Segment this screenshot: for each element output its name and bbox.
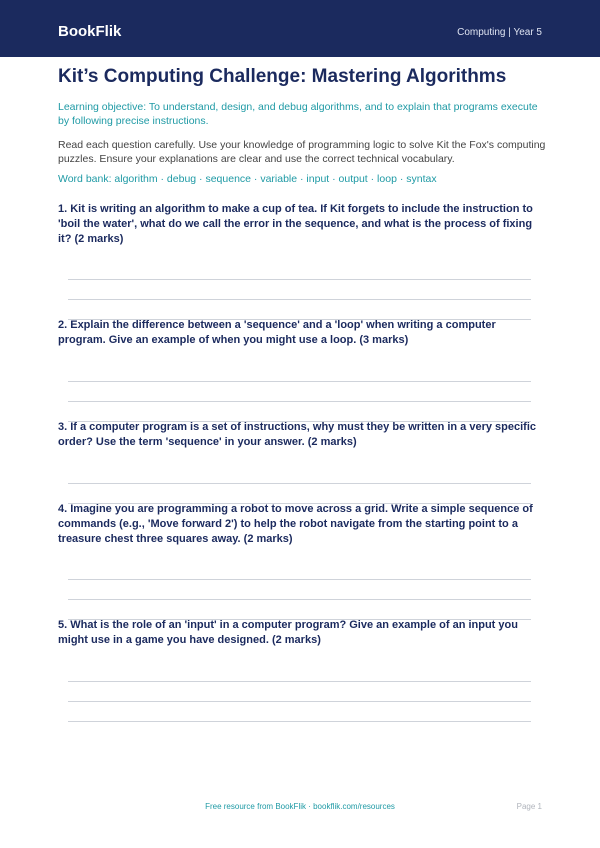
- question-3: 3. If a computer program is a set of instructions, why must they be written in a very specific order? Use the term 'sequence' in your answer. (2 marks): [58, 421, 537, 448]
- answer-line[interactable]: [68, 599, 531, 600]
- worksheet-title: Kit’s Computing Challenge: Mastering Algorithms: [58, 66, 507, 87]
- page-number: Page 1: [516, 802, 542, 811]
- word-bank: Word bank: algorithm · debug · sequence · variable · input · output · loop · syntax: [58, 173, 437, 185]
- subject-year-label: Computing | Year 5: [457, 27, 542, 38]
- question-5: 5. What is the role of an 'input' in a computer program? Give an example of an input you might use in a game you have designed. (2 marks): [58, 619, 518, 646]
- answer-line[interactable]: [68, 483, 531, 484]
- question-1: 1. Kit is writing an algorithm to make a cup of tea. If Kit forgets to include the instruction to 'boil the water', what do we call the error in the sequence, and what is the process of fixing it? (2 marks): [58, 203, 533, 245]
- brand-logo[interactable]: BookFlik: [58, 23, 122, 40]
- question-2: 2. Explain the difference between a 'sequence' and a 'loop' when writing a computer program. Give an example of when you might use a loop. (3 marks): [58, 319, 496, 346]
- answer-line[interactable]: [68, 279, 531, 280]
- answer-line[interactable]: [68, 701, 531, 702]
- answer-line[interactable]: [68, 721, 531, 722]
- question-4: 4. Imagine you are programming a robot to move across a grid. Write a simple sequence of commands (e.g., 'Move forward 2') to help the robot navigate from the starting point to a treasure chest three squares away. (2 marks): [58, 503, 533, 545]
- answer-line[interactable]: [68, 401, 531, 402]
- answer-line[interactable]: [68, 381, 531, 382]
- answer-line[interactable]: [68, 681, 531, 682]
- learning-objective: Learning objective: To understand, design, and debug algorithms, and to explain that programs execute by following precise instructions.: [58, 101, 538, 127]
- footer-credit[interactable]: Free resource from BookFlik · bookflik.com/resources: [205, 802, 395, 811]
- page-header: [0, 0, 600, 57]
- answer-line[interactable]: [68, 299, 531, 300]
- instructions-text: Read each question carefully. Use your knowledge of programming logic to solve Kit the Fox's computing puzzles. Ensure your explanations are clear and use the correct technical vocabulary.: [58, 139, 546, 165]
- answer-line[interactable]: [68, 579, 531, 580]
